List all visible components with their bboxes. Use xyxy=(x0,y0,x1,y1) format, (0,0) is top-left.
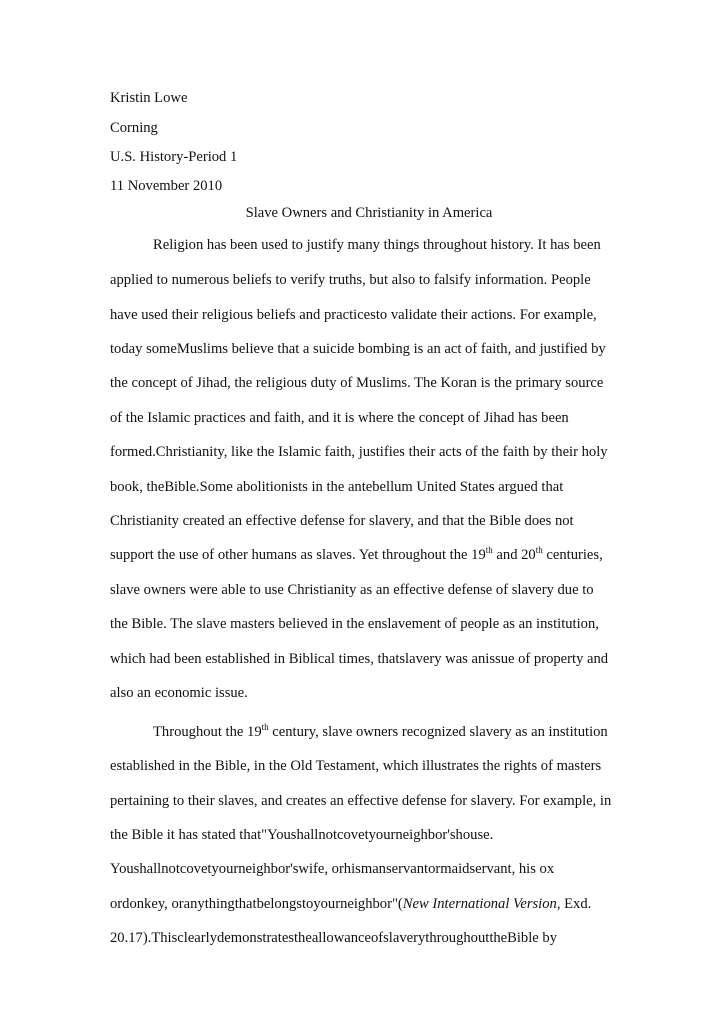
paragraph-1-line-13: which had been established in Biblical times, thatslavery was anissue of property and xyxy=(110,651,609,667)
paragraph-1-line-9: Christianity created an effective defense for slavery, and that the Bible does not xyxy=(110,513,574,529)
line-10-part-1: support the use of other humans as slaves. Yet throughout the 19 xyxy=(110,547,486,563)
paragraph-1-line-7: formed.Christianity, like the Islamic faith, justifies their acts of the faith by their holy xyxy=(110,444,608,460)
paragraph-1-line-11: slave owners were able to use Christianity as an effective defense of slavery due to xyxy=(110,582,594,598)
paragraph-1-line-10 xyxy=(110,546,603,564)
author-name: Kristin Lowe xyxy=(110,90,188,106)
paragraph-2-line-5: Youshallnotcovetyourneighbor'swife, orhismanservantormaidservant, his ox xyxy=(110,861,555,877)
paragraph-2-line-7: 20.17).ThisclearlydemonstratestheallowanceofslaverythroughouttheBible by xyxy=(110,930,558,946)
teacher-name: Corning xyxy=(110,120,158,136)
p2-line-6-part-2: , Exd. xyxy=(556,896,592,912)
paragraph-1-line-14: also an economic issue. xyxy=(110,685,248,701)
p2-line-1-part-2: century, slave owners recognized slavery as an institution xyxy=(268,724,608,740)
ordinal-superscript: th xyxy=(261,722,269,732)
paragraph-2-line-1 xyxy=(153,723,608,741)
paragraph-1-line-3: have used their religious beliefs and practicesto validate their actions. For example, xyxy=(110,307,597,323)
paragraph-1-line-8: book, theBible.Some abolitionists in the antebellum United States argued that xyxy=(110,479,564,495)
paragraph-1-line-1: Religion has been used to justify many things throughout history. It has been xyxy=(153,237,601,253)
p2-line-1-part-1: Throughout the 19 xyxy=(153,724,262,740)
ordinal-superscript: th xyxy=(485,545,493,555)
paragraph-1-line-12: the Bible. The slave masters believed in the enslavement of people as an institution, xyxy=(110,616,599,632)
paragraph-1-line-4: today someMuslims believe that a suicide bombing is an act of faith, and justified by xyxy=(110,341,606,357)
paragraph-2-line-4: the Bible it has stated that"Youshallnotcovetyourneighbor'shouse. xyxy=(110,827,494,843)
paragraph-1-line-2: applied to numerous beliefs to verify truths, but also to falsify information. People xyxy=(110,272,591,288)
date-line: 11 November 2010 xyxy=(110,178,223,194)
paragraph-1-line-5: the concept of Jihad, the religious duty of Muslims. The Koran is the primary source xyxy=(110,375,604,391)
p2-line-6-part-1: ordonkey, oranythingthatbelongstoyourneighbor"( xyxy=(110,896,403,912)
paragraph-2-line-3: pertaining to their slaves, and creates an effective defense for slavery. For example, in xyxy=(110,793,612,809)
paragraph-2-line-2: established in the Bible, in the Old Testament, which illustrates the rights of masters xyxy=(110,758,602,774)
paragraph-1-line-6: of the Islamic practices and faith, and it is where the concept of Jihad has been xyxy=(110,410,569,426)
line-10-part-3: centuries, xyxy=(542,547,603,563)
paragraph-2-line-6 xyxy=(110,895,591,913)
citation-title: New International Version xyxy=(402,896,557,912)
line-10-part-2: and 20 xyxy=(492,547,536,563)
course-name: U.S. History-Period 1 xyxy=(110,149,238,165)
essay-title: Slave Owners and Christianity in America xyxy=(245,205,493,221)
ordinal-superscript: th xyxy=(535,545,543,555)
